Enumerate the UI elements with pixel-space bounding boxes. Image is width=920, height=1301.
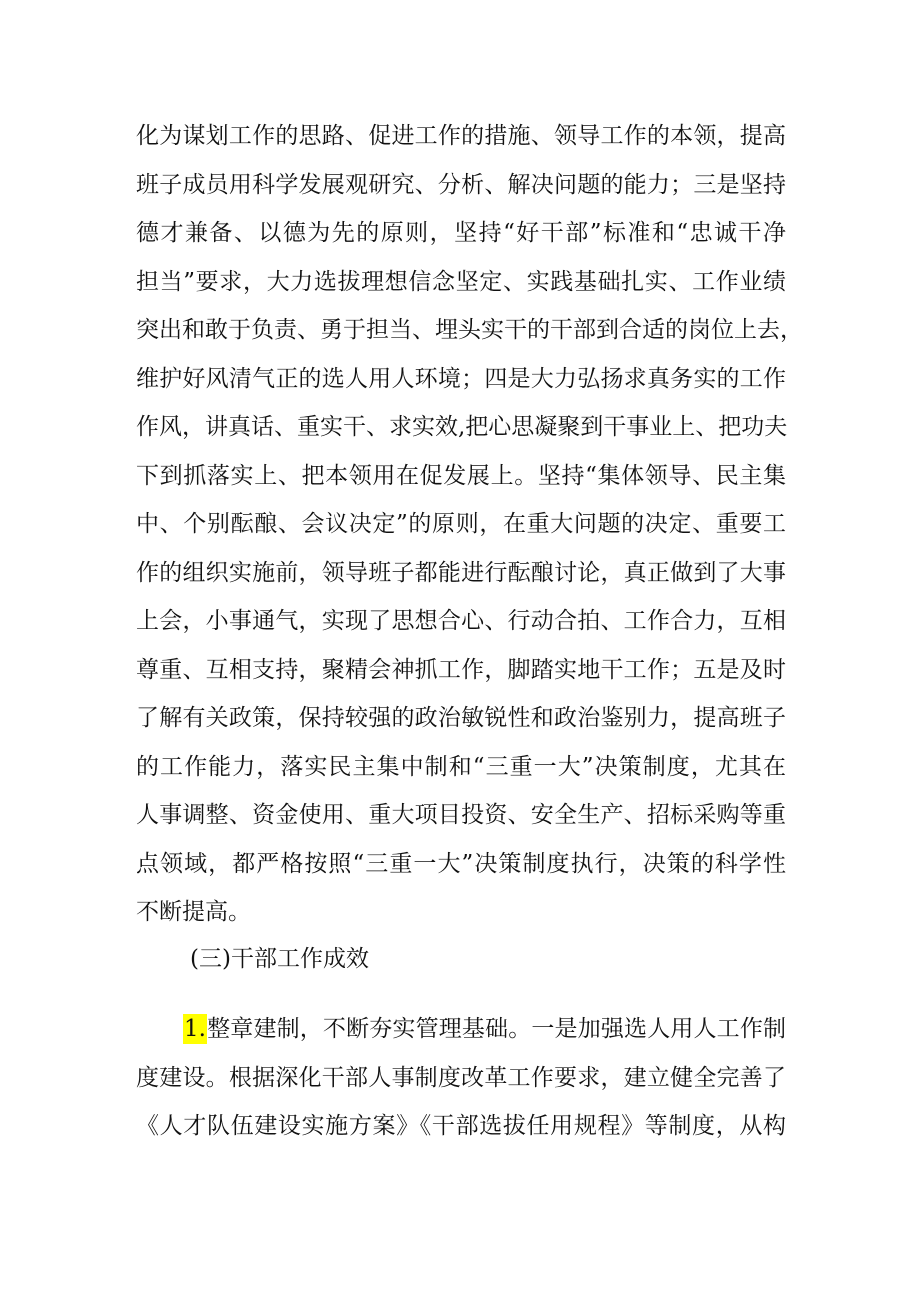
body-paragraph — [136, 112, 803, 937]
text-line: 不断提高。 — [136, 899, 251, 925]
text-line: 《人才队伍建设实施方案》《干部选拔任用规程》等制度，从构 — [136, 1113, 786, 1139]
text-line: 了解有关政策，保持较强的政治敏锐性和政治鉴别力，提高班子 — [136, 705, 786, 731]
text-line: 上会，小事通气，实现了思想合心、行动合拍、工作合力，互相 — [136, 608, 786, 634]
highlighted-list-number: 1. — [184, 1016, 206, 1042]
text-line: 担当”要求，大力选拔理想信念坚定、实践基础扎实、工作业绩 — [136, 268, 786, 295]
section-first-line — [136, 1005, 786, 1054]
text-line: 的工作能力，落实民主集中制和“三重一大”决策制度，尤其在 — [136, 753, 786, 780]
text-line: 德才兼备、以德为先的原则，坚持“好干部”标准和“忠诚干净 — [136, 220, 786, 246]
text-line: 度建设。根据深化干部人事制度改革工作要求，建立健全完善了 — [136, 1064, 786, 1091]
text-line: 突出和敢于负责、勇于担当、埋头实干的干部到合适的岗位上去， — [136, 317, 803, 343]
text-line: 点领域，都严格按照“三重一大”决策制度执行，决策的科学性 — [136, 850, 786, 877]
text-line: 维护好风清气正的选人用人环境；四是大力弘扬求真务实的工作 — [136, 365, 786, 392]
section-paragraph — [136, 1005, 786, 1151]
text-line: 人事调整、资金使用、重大项目投资、安全生产、招标采购等重 — [136, 802, 786, 828]
section-heading: (三)干部工作成效 — [190, 946, 369, 972]
text-line: 班子成员用科学发展观研究、分析、解决问题的能力；三是坚持 — [136, 171, 786, 198]
section-first-line-text: 整章建制，不断夯实管理基础。一是加强选人用人工作制 — [206, 1016, 786, 1042]
text-line: 化为谋划工作的思路、促进工作的措施、领导工作的本领，提高 — [136, 123, 786, 149]
text-line: 中、个别酝酿、会议决定”的原则，在重大问题的决定、重要工 — [136, 511, 786, 537]
text-line: 尊重、互相支持，聚精会神抓工作，脚踏实地干工作；五是及时 — [136, 656, 786, 683]
text-line: 作的组织实施前，领导班子都能进行酝酿讨论，真正做到了大事 — [136, 559, 786, 586]
text-line: 作风，讲真话、重实干、求实效,把心思凝聚到干事业上、把功夫 — [136, 414, 788, 440]
text-line: 下到抓落实上、把本领用在促发展上。坚持“集体领导、民主集 — [136, 462, 786, 489]
